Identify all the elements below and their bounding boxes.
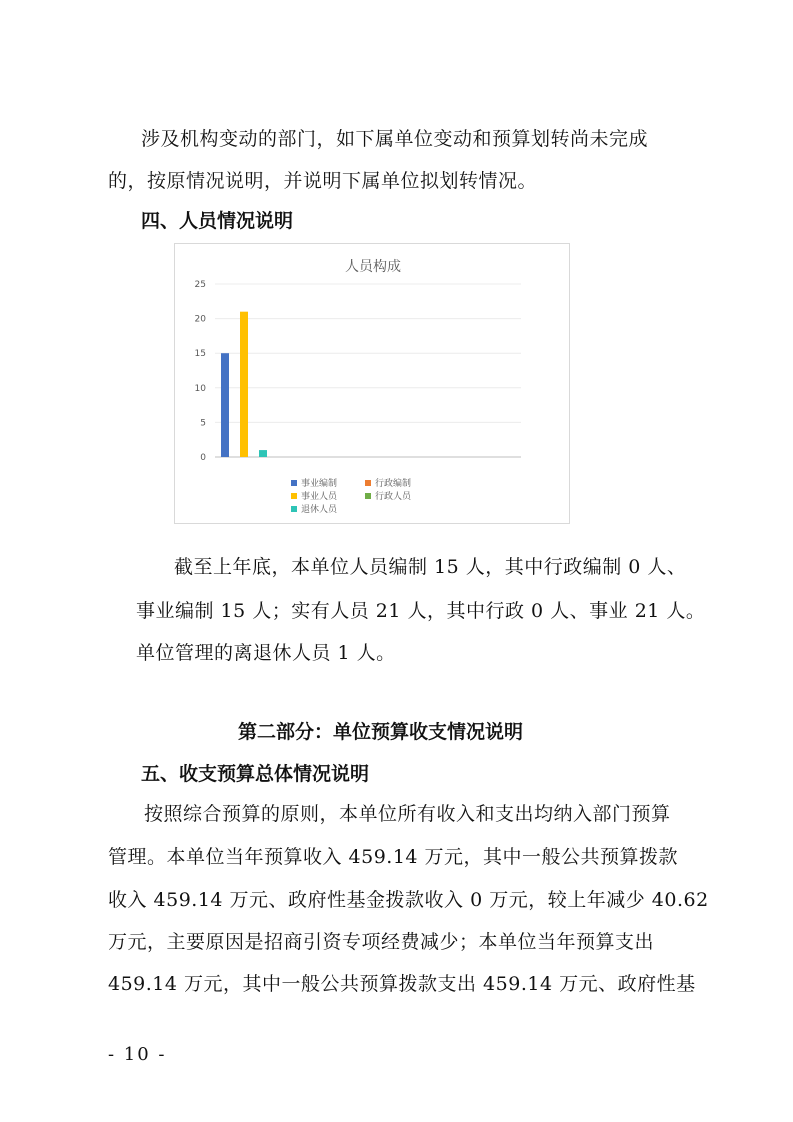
legend-label: 事业编制 (301, 479, 338, 489)
section-5-line-3: 收入 459.14 万元、政府性基金拨款收入 0 万元，较上年减少 40.62 (108, 889, 709, 911)
section-5-line-2: 管理。本单位当年预算收入 459.14 万元，其中一般公共预算拨款 (108, 846, 679, 868)
bar-退休人员 (259, 450, 267, 457)
intro-line-1: 涉及机构变动的部门，如下属单位变动和预算划转尚未完成 (141, 128, 649, 150)
legend-label: 退休人员 (301, 505, 338, 515)
staff-text-line-1: 截至上年底，本单位人员编制 15 人，其中行政编制 0 人、 (174, 556, 687, 578)
bar-事业编制 (221, 353, 229, 457)
y-tick-label: 10 (194, 383, 206, 394)
legend-item (291, 489, 365, 502)
legend-swatch (291, 506, 297, 512)
legend-item (291, 476, 365, 489)
y-tick-label: 25 (194, 280, 206, 290)
legend-item (291, 502, 365, 515)
staff-text-line-2: 事业编制 15 人；实有人员 21 人，其中行政 0 人、事业 21 人。 (136, 600, 706, 622)
legend-label: 行政编制 (375, 479, 412, 489)
section-5-line-4: 万元，主要原因是招商引资专项经费减少；本单位当年预算支出 (108, 931, 655, 953)
chart-title: 人员构成 (345, 259, 401, 275)
section-5-line-1: 按照综合预算的原则，本单位所有收入和支出均纳入部门预算 (144, 803, 671, 825)
chart-legend (291, 476, 439, 515)
staff-composition-chart (174, 243, 570, 524)
intro-line-2: 的，按原情况说明，并说明下属单位拟划转情况。 (108, 170, 538, 192)
part-2-heading: 第二部分：单位预算收支情况说明 (238, 721, 524, 743)
legend-swatch (291, 493, 297, 499)
page-number: - 10 - (108, 1044, 167, 1065)
legend-item (365, 476, 439, 489)
legend-label: 事业人员 (301, 492, 338, 502)
legend-swatch (365, 493, 371, 499)
y-tick-label: 20 (194, 314, 206, 325)
y-tick-label: 5 (200, 418, 206, 429)
bar-事业人员 (240, 312, 248, 457)
section-5-heading: 五、收支预算总体情况说明 (141, 763, 370, 785)
section-5-line-5: 459.14 万元，其中一般公共预算拨款支出 459.14 万元、政府性基 (108, 973, 696, 995)
legend-label: 行政人员 (375, 492, 412, 502)
y-tick-label: 0 (200, 453, 206, 463)
legend-swatch (291, 480, 297, 486)
y-tick-label: 15 (194, 349, 206, 360)
staff-text-line-3: 单位管理的离退休人员 1 人。 (136, 642, 396, 664)
legend-swatch (365, 480, 371, 486)
legend-item (365, 489, 439, 502)
section-4-heading: 四、人员情况说明 (141, 210, 294, 232)
